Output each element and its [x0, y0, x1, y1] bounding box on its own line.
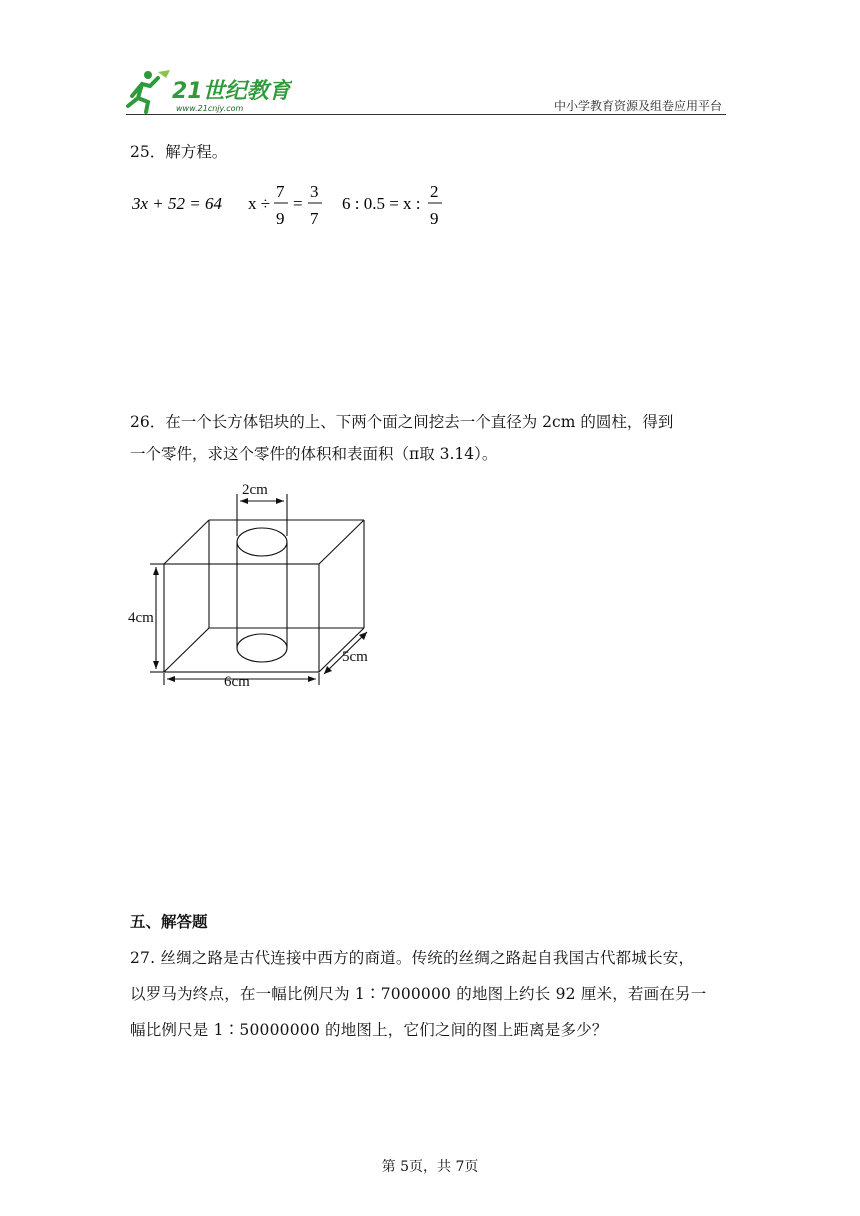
cylinder-top	[237, 528, 287, 556]
question-26-line-1: 26．在一个长方体铝块的上、下两个面之间挖去一个直径为 2cm 的圆柱，得到	[130, 413, 674, 431]
cuboid-edge	[164, 628, 209, 672]
equation-2-f1-den: 9	[276, 209, 285, 228]
equation-1: 3x + 52 = 64	[132, 194, 222, 213]
equation-3-den: 9	[430, 209, 439, 228]
equation-2	[248, 182, 322, 228]
equation-2-f2-den: 7	[310, 209, 319, 228]
header-divider	[126, 114, 726, 115]
platform-name: 中小学教育资源及组卷应用平台	[553, 99, 722, 113]
equation-3	[342, 182, 442, 228]
label-5cm: 5cm	[342, 649, 368, 665]
question-27-line-2: 以罗马为终点，在一幅比例尺为 1∶7000000 的地图上约长 92 厘米，若画在另一	[130, 985, 707, 1003]
equation-3-num: 2	[430, 182, 439, 201]
question-26-line-2: 一个零件，求这个零件的体积和表面积（π取 3.14）。	[130, 445, 498, 463]
question-25-equations	[130, 178, 460, 230]
label-4cm: 4cm	[128, 610, 154, 626]
page-header	[0, 0, 860, 120]
question-26	[130, 406, 730, 470]
cuboid-edge	[164, 520, 209, 564]
cuboid-with-cylinder-figure	[124, 476, 384, 692]
equation-2-var: x ÷	[248, 194, 271, 213]
equation-3-left: 6 : 0.5 = x :	[342, 194, 421, 213]
question-27-line-3: 幅比例尺是 1∶50000000 的地图上，它们之间的图上距离是多少？	[130, 1021, 608, 1039]
equation-2-eq: =	[293, 194, 303, 213]
equation-2-f2-num: 3	[310, 182, 319, 201]
page-footer: 第 5页，共 7页	[381, 1159, 479, 1175]
logo-21cnjy	[122, 66, 292, 116]
cuboid-edge	[319, 520, 364, 564]
label-6cm: 6cm	[224, 674, 250, 690]
logo-text: 21世纪教育	[172, 79, 291, 104]
equation-2-f1-num: 7	[276, 182, 285, 201]
cylinder-bottom	[237, 634, 287, 662]
question-27-line-1: 27. 丝绸之路是古代连接中西方的商道。传统的丝绸之路起自我国古代都城长安，	[130, 949, 695, 967]
label-2cm: 2cm	[242, 482, 268, 498]
section-5-title: 五、解答题	[130, 913, 208, 931]
question-27	[130, 940, 736, 1048]
logo-url: www.21cnjy.com	[176, 104, 244, 113]
question-25-stem: 25．解方程。	[130, 143, 228, 161]
runner-icon	[128, 70, 170, 112]
